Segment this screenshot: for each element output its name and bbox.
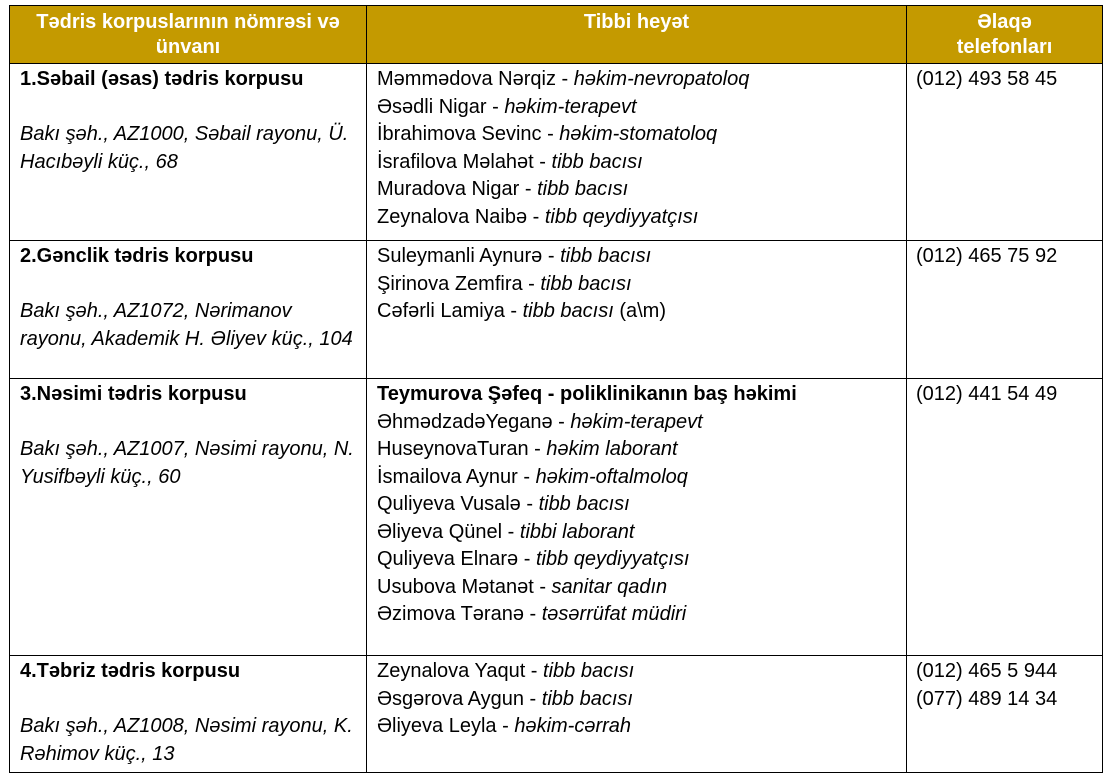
staff-member <box>377 464 906 492</box>
staff-role: tibbi laborant <box>519 520 635 543</box>
staff-name: Əliyeva Leyla - <box>377 715 515 737</box>
staff-member <box>377 243 906 271</box>
staff-name: HuseynovaTuran - <box>377 438 547 460</box>
staff-name: Suleymanli Aynurə - <box>377 245 561 267</box>
staff-name: Əzimova Təranə - <box>377 603 542 625</box>
building-address: Bakı şəh., AZ1007, Nəsimi rayonu, N. Yusifbəyli küç., 60 <box>20 438 354 488</box>
header-staff: Tibbi heyət <box>367 6 907 64</box>
staff-role: həkim-oftalmoloq <box>535 465 688 488</box>
staff-role: tibb bacısı <box>537 178 629 200</box>
staff-name: Quliyeva Vusalə - <box>377 493 539 515</box>
staff-member <box>377 574 906 602</box>
staff-name: Cəfərli Lamiya - <box>377 300 523 322</box>
staff-name: Məmmədova Nərqiz - <box>377 68 574 90</box>
staff-name: Zeynalova Yaqut - <box>377 660 544 682</box>
staff-role: tibb bacısı <box>522 300 614 322</box>
staff-member <box>377 149 906 177</box>
staff-role: həkim laborant <box>546 438 678 460</box>
staff-member <box>377 66 906 94</box>
building-address: Bakı şəh., AZ1072, Nərimanov rayonu, Akademik H. Əliyev küç., 104 <box>20 300 353 350</box>
location-cell <box>10 656 367 773</box>
building-name: 1.Səbail (əsas) tədris korpusu <box>20 68 304 90</box>
staff-role: tibb bacısı <box>543 660 635 682</box>
staff-role: həkim-cərrah <box>514 715 632 737</box>
staff-member <box>377 601 906 629</box>
staff-member <box>377 713 906 741</box>
staff-role: tibb bacısı <box>560 245 652 267</box>
staff-cell <box>367 64 907 241</box>
staff-member <box>377 436 906 464</box>
staff-name: Əsədli Nigar - <box>377 95 505 118</box>
staff-name: Usubova Mətanət - <box>377 575 552 598</box>
building-address: Bakı şəh., AZ1008, Nəsimi rayonu, K. Rəhimov küç., 13 <box>20 715 353 765</box>
phone-cell <box>907 656 1103 773</box>
staff-member <box>377 658 906 686</box>
staff-member <box>377 409 906 437</box>
phone-number: (077) 489 14 34 <box>916 687 1058 710</box>
table-row <box>10 241 1103 379</box>
staff-role: təsərrüfat müdiri <box>541 603 687 625</box>
staff-name: ƏhmədzadəYeganə - <box>377 410 571 433</box>
staff-cell <box>367 241 907 379</box>
phone-number: (012) 465 75 92 <box>916 245 1058 267</box>
staff-role: tibb bacısı <box>551 150 643 173</box>
staff-name: İsrafilova Məlahət - <box>377 150 552 173</box>
table-row <box>10 656 1103 773</box>
phone-cell <box>907 379 1103 656</box>
phone-number: (012) 493 58 45 <box>916 68 1058 90</box>
staff-member <box>377 491 906 519</box>
staff-role: tibb bacısı <box>540 272 632 295</box>
table-row <box>10 379 1103 656</box>
building-name: 3.Nəsimi tədris korpusu <box>20 383 247 405</box>
location-cell <box>10 64 367 241</box>
header-row <box>10 6 1103 64</box>
header-location: Tədris korpuslarının nömrəsi və ünvanı <box>10 6 367 64</box>
staff-name: İsmailova Aynur - <box>377 465 536 488</box>
table-row <box>10 64 1103 241</box>
location-cell <box>10 379 367 656</box>
staff-member <box>377 298 906 326</box>
location-cell <box>10 241 367 379</box>
staff-member <box>377 519 906 547</box>
phone-cell <box>907 64 1103 241</box>
staff-role: tibb qeydiyyatçısı <box>535 548 690 570</box>
staff-member <box>377 204 906 232</box>
staff-member <box>377 546 906 574</box>
staff-name: Zeynalova Naibə - <box>377 205 545 228</box>
phone-number: (012) 441 54 49 <box>916 383 1058 405</box>
head-physician: Teymurova Şəfeq - poliklinikanın baş həkimi <box>377 383 797 405</box>
phone-cell <box>907 241 1103 379</box>
staff-role: həkim-terapevt <box>504 95 637 118</box>
staff-name: Muradova Nigar - <box>377 178 538 200</box>
staff-note: (a\m) <box>613 300 666 322</box>
staff-role: həkim-stomatoloq <box>559 123 718 145</box>
building-address: Bakı şəh., AZ1000, Səbail rayonu, Ü. Hacıbəyli küç., 68 <box>20 123 349 173</box>
phone-number: (012) 465 5 944 <box>916 660 1058 682</box>
staff-role: tibb bacısı <box>541 687 633 710</box>
staff-name: Əsgərova Aygun - <box>377 687 542 710</box>
building-name: 2.Gənclik tədris korpusu <box>20 245 254 267</box>
header-phones: Əlaqə telefonları <box>907 6 1103 64</box>
staff-member <box>377 271 906 299</box>
staff-name: İbrahimova Sevinc - <box>377 123 560 145</box>
building-name: 4.Təbriz tədris korpusu <box>20 660 241 682</box>
staff-name: Quliyeva Elnarə - <box>377 548 536 570</box>
staff-cell <box>367 656 907 773</box>
medical-staff-table <box>9 5 1103 773</box>
staff-role: həkim-terapevt <box>570 410 703 433</box>
staff-role: tibb qeydiyyatçısı <box>544 205 699 228</box>
staff-member <box>377 686 906 714</box>
staff-role: həkim-nevropatoloq <box>573 68 750 90</box>
staff-role: sanitar qadın <box>551 575 668 598</box>
staff-member <box>377 176 906 204</box>
staff-cell <box>367 379 907 656</box>
staff-role: tibb bacısı <box>538 493 630 515</box>
staff-member <box>377 121 906 149</box>
staff-name: Şirinova Zemfira - <box>377 272 541 295</box>
staff-name: Əliyeva Qünel - <box>377 520 520 543</box>
staff-member <box>377 94 906 122</box>
